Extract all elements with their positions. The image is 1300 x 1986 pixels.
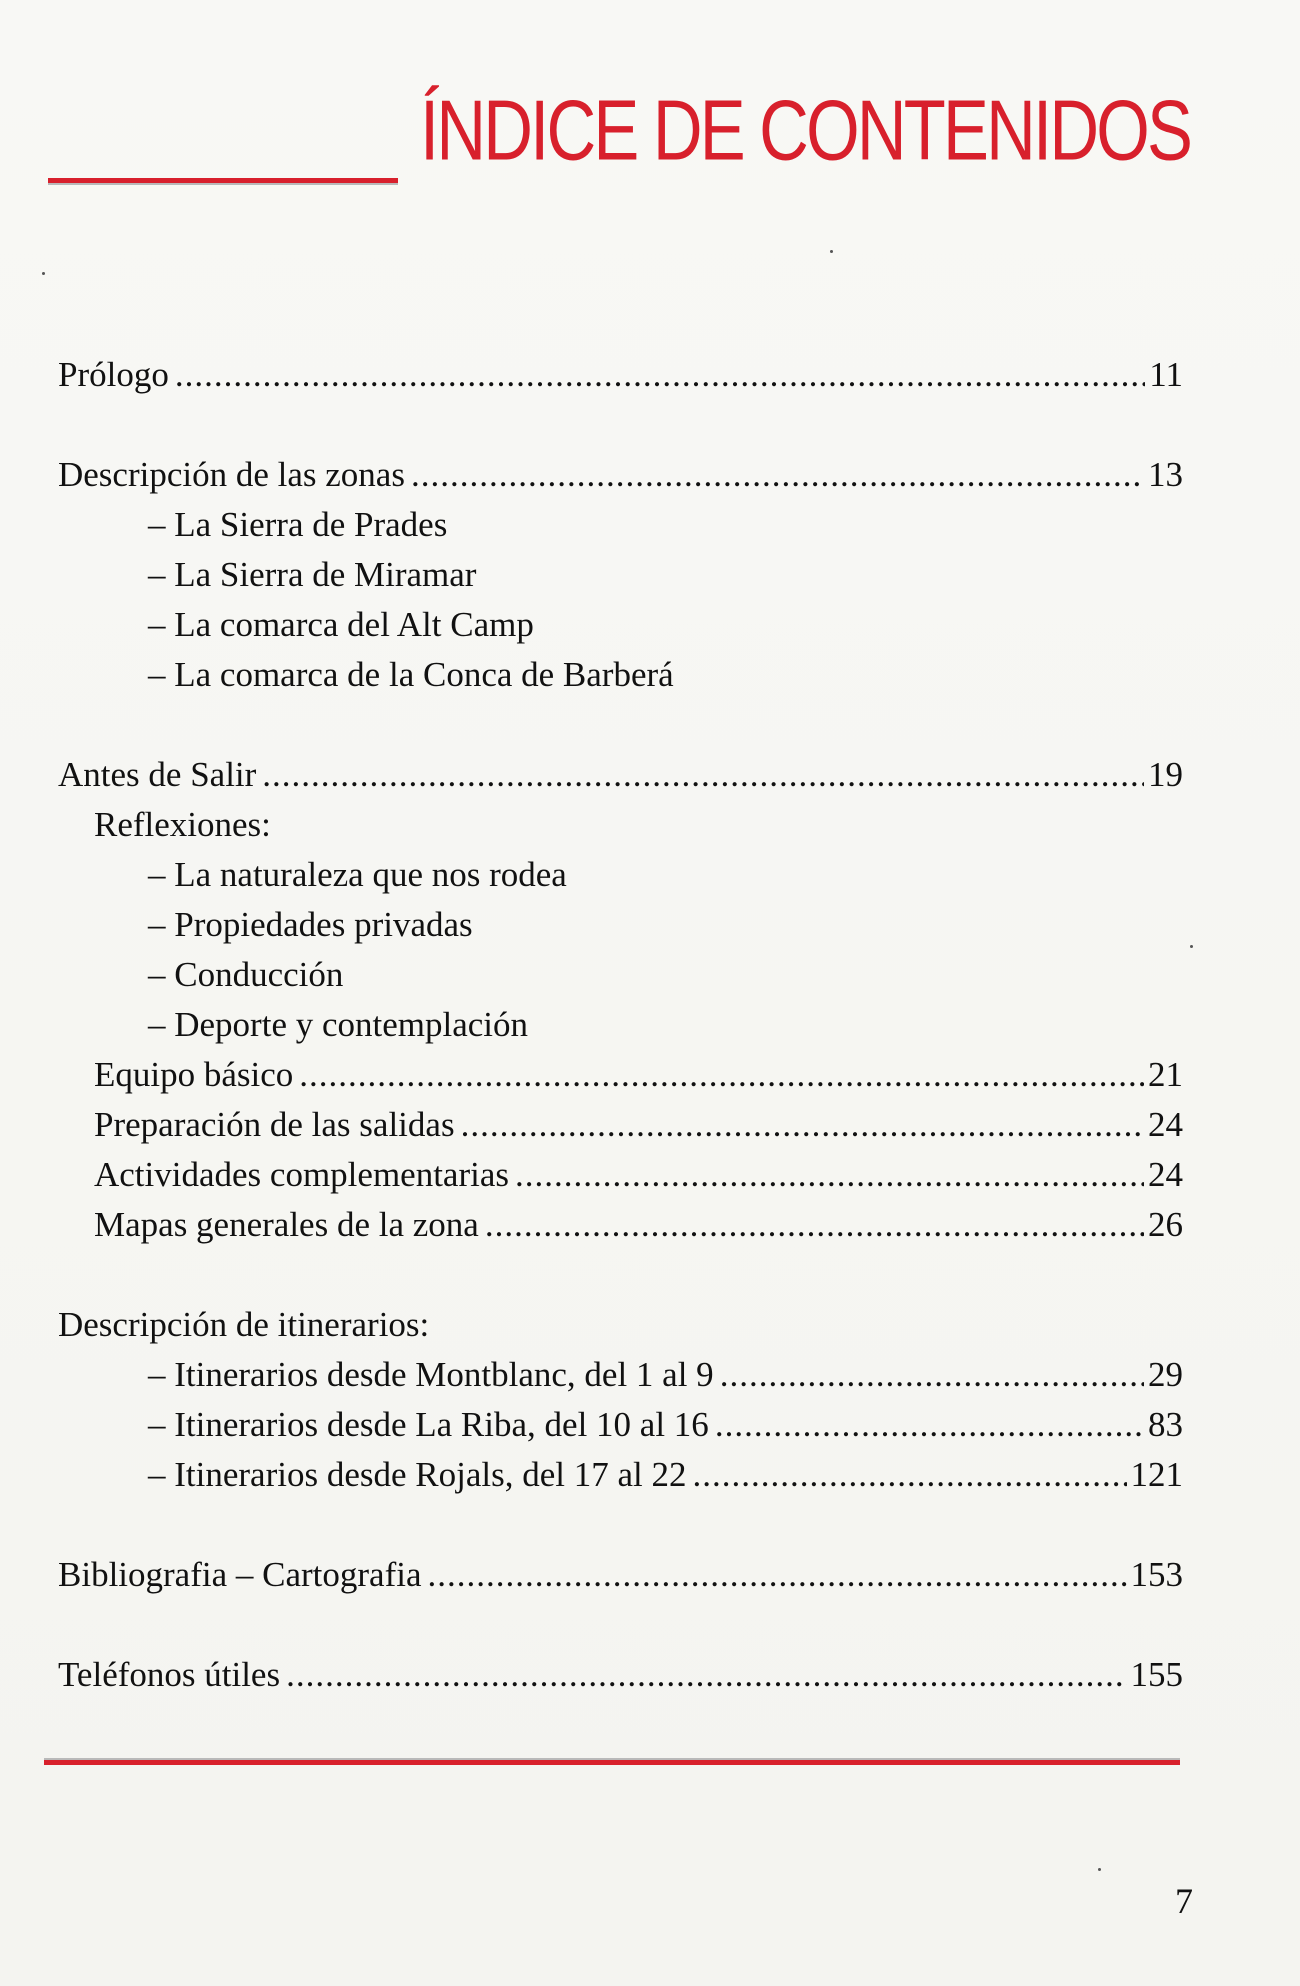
header-rule <box>48 178 398 185</box>
toc-entry-label: Mapas generales de la zona <box>94 1205 479 1244</box>
page-header <box>0 60 1300 200</box>
toc-entry-label: – Itinerarios desde Rojals, del 17 al 22 <box>148 1455 687 1494</box>
toc-entry-label: – Itinerarios desde Montblanc, del 1 al 9 <box>148 1355 714 1394</box>
toc-entry-label: Equipo básico <box>94 1055 294 1094</box>
toc-entry <box>58 550 1183 600</box>
toc-entry-label: Descripción de itinerarios: <box>58 1305 430 1344</box>
toc-entry <box>58 1150 1183 1200</box>
toc-entry-label: – La naturaleza que nos rodea <box>148 855 567 894</box>
dot-leader <box>515 1150 1144 1200</box>
dot-leader <box>461 1100 1144 1150</box>
toc-entry-page-number: 29 <box>1148 1355 1183 1394</box>
dot-leader <box>175 350 1145 400</box>
paper-speck <box>830 250 833 253</box>
toc-entry-page-number: 121 <box>1130 1455 1183 1494</box>
toc-entry <box>58 1100 1183 1150</box>
dot-leader <box>485 1200 1144 1250</box>
toc-entry <box>58 1050 1183 1100</box>
toc-entry-label: Reflexiones: <box>94 805 271 844</box>
toc-entry-label: Bibliografia – Cartografia <box>58 1555 422 1594</box>
toc-entry-label: Antes de Salir <box>58 755 257 794</box>
toc-entry <box>58 800 1183 850</box>
toc-entry-label: – Conducción <box>148 955 344 994</box>
toc-entry <box>58 1300 1183 1350</box>
paper-speck <box>1098 1868 1101 1871</box>
toc-entry <box>58 1650 1183 1700</box>
dot-leader <box>411 450 1144 500</box>
toc-entry-label: – La Sierra de Prades <box>148 505 448 544</box>
toc-entry-page-number: 153 <box>1130 1555 1183 1594</box>
toc-entry <box>58 350 1183 400</box>
toc-entry-label: – La Sierra de Miramar <box>148 555 477 594</box>
toc-entry-label: – La comarca de la Conca de Barberá <box>148 655 674 694</box>
toc-entry <box>58 1550 1183 1600</box>
toc-entry-page-number: 19 <box>1148 755 1183 794</box>
footer-rule <box>44 1758 1180 1765</box>
dot-leader <box>427 1550 1126 1600</box>
paper-speck <box>1190 945 1193 948</box>
dot-leader <box>715 1400 1144 1450</box>
toc-entry <box>58 650 1183 700</box>
toc-entry-label: Descripción de las zonas <box>58 455 405 494</box>
toc-entry-label: Prólogo <box>58 355 169 394</box>
toc-entry-label: Actividades complementarias <box>94 1155 509 1194</box>
toc-entry-page-number: 26 <box>1148 1205 1183 1244</box>
toc-entry-page-number: 24 <box>1148 1155 1183 1194</box>
dot-leader <box>299 1050 1144 1100</box>
toc-entry-label: – Propiedades privadas <box>148 905 473 944</box>
toc-entry <box>58 1400 1183 1450</box>
dot-leader <box>286 1650 1126 1700</box>
dot-leader <box>262 750 1144 800</box>
dot-leader <box>692 1450 1126 1500</box>
toc-entry-page-number: 21 <box>1148 1055 1183 1094</box>
toc-entry <box>58 1200 1183 1250</box>
toc-entry-label: – Deporte y contemplación <box>148 1005 529 1044</box>
toc-entry <box>58 750 1183 800</box>
toc-entry-label: – La comarca del Alt Camp <box>148 605 534 644</box>
toc-entry <box>58 900 1183 950</box>
toc-entry <box>58 1450 1183 1500</box>
toc-entry-page-number: 83 <box>1148 1405 1183 1444</box>
toc-entry-page-number: 155 <box>1130 1655 1183 1694</box>
toc-entry <box>58 450 1183 500</box>
toc-entry-page-number: 13 <box>1148 455 1183 494</box>
paper-speck <box>42 272 45 275</box>
toc-entry <box>58 600 1183 650</box>
toc-entry-page-number: 24 <box>1148 1105 1183 1144</box>
toc-entry <box>58 1000 1183 1050</box>
toc-entry <box>58 850 1183 900</box>
page-title: ÍNDICE DE CONTENIDOS <box>420 82 1191 178</box>
page-number: 7 <box>1175 1881 1193 1921</box>
toc-entry <box>58 1350 1183 1400</box>
dot-leader <box>720 1350 1144 1400</box>
toc-entry-page-number: 11 <box>1149 355 1183 394</box>
table-of-contents <box>58 350 1183 1700</box>
toc-entry-label: – Itinerarios desde La Riba, del 10 al 16 <box>148 1405 709 1444</box>
toc-entry-label: Teléfonos útiles <box>58 1655 281 1694</box>
toc-entry <box>58 950 1183 1000</box>
toc-entry-label: Preparación de las salidas <box>94 1105 455 1144</box>
toc-entry <box>58 500 1183 550</box>
